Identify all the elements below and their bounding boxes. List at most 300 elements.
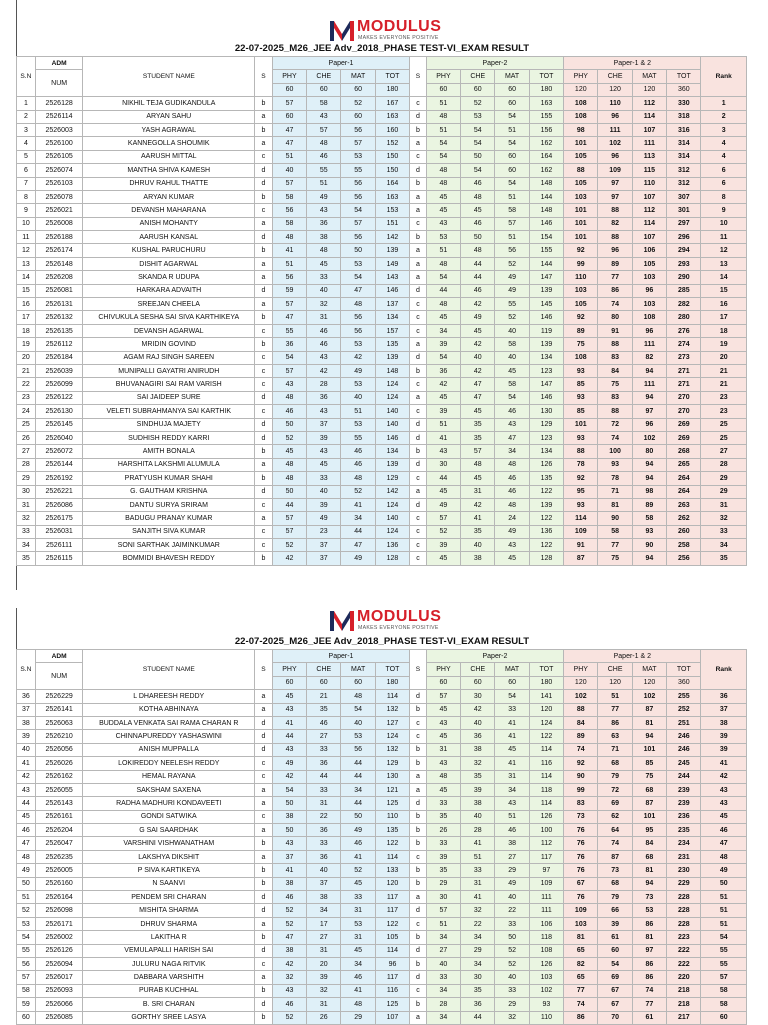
- cell-p12-phy: 93: [564, 431, 598, 444]
- cell-set1: b: [255, 244, 273, 257]
- p1-che-header: CHE: [307, 70, 341, 83]
- cell-p1-tot: 124: [375, 378, 409, 391]
- table-row: [17, 824, 747, 837]
- cell-p12-phy: 92: [564, 472, 598, 485]
- cell-student-name: DHRUV SHARMA: [83, 917, 255, 930]
- cell-p12-phy: 98: [564, 123, 598, 136]
- cell-p2-tot: 141: [529, 690, 563, 703]
- cell-p12-tot: 293: [667, 257, 701, 270]
- col-s2-header: S: [410, 650, 427, 690]
- cell-p2-phy: 34: [426, 324, 460, 337]
- cell-p2-che: 33: [461, 864, 495, 877]
- cell-p2-mat: 45: [495, 552, 529, 565]
- cell-rank: 4: [701, 137, 747, 150]
- cell-p2-tot: 139: [529, 338, 563, 351]
- cell-sn: 56: [17, 957, 36, 970]
- cell-adm-num: 2526188: [35, 231, 83, 244]
- table-row: [17, 311, 747, 324]
- cell-p1-mat: 56: [341, 177, 375, 190]
- cell-p2-phy: 33: [426, 837, 460, 850]
- cell-p1-mat: 56: [341, 190, 375, 203]
- cell-p12-mat: 94: [632, 458, 666, 471]
- cell-p12-tot: 251: [667, 716, 701, 729]
- cell-p2-mat: 57: [495, 217, 529, 230]
- cell-set2: a: [410, 338, 427, 351]
- cell-sn: 41: [17, 757, 36, 770]
- cell-p1-mat: 44: [341, 757, 375, 770]
- cell-student-name: KUSHAL PARUCHURU: [83, 244, 255, 257]
- cell-p1-che: 48: [307, 137, 341, 150]
- cell-set2: b: [410, 998, 427, 1011]
- cell-p12-phy: 105: [564, 150, 598, 163]
- col-rank-header: Rank: [701, 57, 747, 97]
- cell-p1-che: 17: [307, 917, 341, 930]
- table-row: [17, 445, 747, 458]
- cell-p2-phy: 54: [426, 351, 460, 364]
- cell-set2: a: [410, 1011, 427, 1024]
- cell-p12-tot: 312: [667, 164, 701, 177]
- cell-p1-phy: 43: [272, 703, 306, 716]
- cell-p12-mat: 106: [632, 244, 666, 257]
- cell-p1-tot: 127: [375, 716, 409, 729]
- cell-p1-phy: 43: [272, 837, 306, 850]
- result-sheet-2: [0, 608, 768, 1024]
- cell-p1-mat: 53: [341, 378, 375, 391]
- cell-p2-tot: 162: [529, 137, 563, 150]
- cell-sn: 46: [17, 824, 36, 837]
- cell-p2-mat: 52: [495, 311, 529, 324]
- table-row: [17, 944, 747, 957]
- cell-p1-che: 43: [307, 204, 341, 217]
- cell-p12-che: 69: [598, 797, 632, 810]
- cell-adm-num: 2526114: [35, 110, 83, 123]
- cell-p2-tot: 93: [529, 998, 563, 1011]
- table-row: [17, 458, 747, 471]
- table-row: [17, 891, 747, 904]
- cell-sn: 59: [17, 998, 36, 1011]
- cell-p1-tot: 114: [375, 944, 409, 957]
- cell-p2-mat: 41: [495, 757, 529, 770]
- cell-p2-che: 42: [461, 298, 495, 311]
- cell-p1-mat: 44: [341, 770, 375, 783]
- cell-p12-tot: 231: [667, 850, 701, 863]
- cell-set2: c: [410, 539, 427, 552]
- cell-p2-mat: 43: [495, 539, 529, 552]
- cell-p12-phy: 101: [564, 204, 598, 217]
- cell-sn: 4: [17, 137, 36, 150]
- cell-adm-num: 2526128: [35, 97, 83, 110]
- cell-p2-phy: 49: [426, 498, 460, 511]
- cell-p1-che: 31: [307, 998, 341, 1011]
- cell-p2-tot: 147: [529, 378, 563, 391]
- cell-p2-tot: 130: [529, 405, 563, 418]
- cell-adm-num: 2526192: [35, 472, 83, 485]
- cell-p2-tot: 122: [529, 539, 563, 552]
- cell-student-name: SAI JAIDEEP SURE: [83, 391, 255, 404]
- cell-p1-mat: 41: [341, 850, 375, 863]
- cell-p1-tot: 163: [375, 190, 409, 203]
- cell-p12-tot: 260: [667, 525, 701, 538]
- table-row: [17, 1011, 747, 1024]
- p1-che-max: 60: [307, 83, 341, 96]
- cell-p12-che: 86: [598, 716, 632, 729]
- p2-che-max: 60: [461, 676, 495, 689]
- cell-p2-tot: 126: [529, 957, 563, 970]
- cell-p1-che: 35: [307, 703, 341, 716]
- cell-p2-mat: 51: [495, 123, 529, 136]
- cell-p1-tot: 114: [375, 690, 409, 703]
- cell-p12-phy: 76: [564, 837, 598, 850]
- cell-p1-che: 40: [307, 284, 341, 297]
- cell-p12-che: 96: [598, 150, 632, 163]
- cell-p1-mat: 53: [341, 338, 375, 351]
- cell-p1-phy: 51: [272, 150, 306, 163]
- cell-adm-num: 2526221: [35, 485, 83, 498]
- cell-p1-mat: 44: [341, 525, 375, 538]
- cell-p1-tot: 164: [375, 177, 409, 190]
- cell-p2-che: 50: [461, 150, 495, 163]
- cell-p12-phy: 91: [564, 539, 598, 552]
- cell-student-name: VEMULAPALLI HARISH SAI: [83, 944, 255, 957]
- cell-p1-mat: 54: [341, 204, 375, 217]
- cell-set1: d: [255, 716, 273, 729]
- cell-p2-phy: 51: [426, 917, 460, 930]
- cell-set1: c: [255, 539, 273, 552]
- cell-sn: 50: [17, 877, 36, 890]
- cell-rank: 11: [701, 231, 747, 244]
- p12-phy-header: PHY: [564, 663, 598, 676]
- cell-p1-phy: 46: [272, 891, 306, 904]
- cell-student-name: ANISH MUPPALLA: [83, 743, 255, 756]
- cell-p12-che: 61: [598, 931, 632, 944]
- cell-p12-tot: 265: [667, 458, 701, 471]
- cell-set1: b: [255, 97, 273, 110]
- cell-p12-che: 72: [598, 418, 632, 431]
- p1-tot-header: TOT: [375, 70, 409, 83]
- p1-phy-header: PHY: [272, 663, 306, 676]
- cell-p12-tot: 290: [667, 271, 701, 284]
- cell-rank: 25: [701, 418, 747, 431]
- p1-mat-max: 60: [341, 83, 375, 96]
- cell-p12-mat: 81: [632, 716, 666, 729]
- cell-p1-tot: 117: [375, 891, 409, 904]
- cell-p1-che: 43: [307, 351, 341, 364]
- cell-p1-mat: 41: [341, 498, 375, 511]
- p1-phy-header: PHY: [272, 70, 306, 83]
- cell-p1-phy: 57: [272, 525, 306, 538]
- cell-set2: c: [410, 324, 427, 337]
- cell-set1: d: [255, 998, 273, 1011]
- cell-p2-tot: 135: [529, 472, 563, 485]
- cell-p2-tot: 148: [529, 204, 563, 217]
- cell-p12-che: 79: [598, 891, 632, 904]
- cell-p12-tot: 245: [667, 757, 701, 770]
- cell-p1-tot: 117: [375, 904, 409, 917]
- cell-set1: d: [255, 730, 273, 743]
- cell-p2-mat: 41: [495, 716, 529, 729]
- cell-p1-phy: 49: [272, 757, 306, 770]
- cell-p1-che: 20: [307, 957, 341, 970]
- cell-student-name: ARYAN KUMAR: [83, 190, 255, 203]
- cell-p12-phy: 92: [564, 244, 598, 257]
- cell-rank: 13: [701, 257, 747, 270]
- cell-p12-che: 68: [598, 757, 632, 770]
- cell-set1: d: [255, 418, 273, 431]
- cell-set2: d: [410, 164, 427, 177]
- p2-tot-max: 180: [529, 676, 563, 689]
- cell-sn: 49: [17, 864, 36, 877]
- cell-student-name: LAKITHA R: [83, 931, 255, 944]
- cell-adm-num: 2526105: [35, 150, 83, 163]
- cell-p1-tot: 139: [375, 351, 409, 364]
- cell-p12-mat: 115: [632, 164, 666, 177]
- cell-p1-mat: 54: [341, 703, 375, 716]
- cell-p2-mat: 54: [495, 137, 529, 150]
- cell-sn: 22: [17, 378, 36, 391]
- cell-student-name: LAKSHYA DIKSHIT: [83, 850, 255, 863]
- paper2-header: Paper-2: [426, 57, 563, 70]
- cell-sn: 42: [17, 770, 36, 783]
- cell-p12-phy: 109: [564, 904, 598, 917]
- cell-p2-mat: 22: [495, 904, 529, 917]
- cell-adm-num: 2526164: [35, 891, 83, 904]
- cell-rank: 41: [701, 757, 747, 770]
- cell-p1-mat: 53: [341, 150, 375, 163]
- cell-p1-tot: 157: [375, 324, 409, 337]
- cell-set1: b: [255, 837, 273, 850]
- cell-p1-tot: 122: [375, 917, 409, 930]
- cell-p2-tot: 122: [529, 512, 563, 525]
- cell-p12-che: 63: [598, 730, 632, 743]
- cell-student-name: ARYAN SAHU: [83, 110, 255, 123]
- brand-header: [0, 608, 768, 638]
- cell-sn: 54: [17, 931, 36, 944]
- cell-adm-num: 2526093: [35, 984, 83, 997]
- cell-set2: b: [410, 743, 427, 756]
- cell-p12-che: 64: [598, 824, 632, 837]
- cell-p12-mat: 86: [632, 971, 666, 984]
- cell-set2: b: [410, 810, 427, 823]
- table-row: [17, 364, 747, 377]
- cell-rank: 8: [701, 190, 747, 203]
- cell-adm-num: 2526074: [35, 164, 83, 177]
- cell-rank: 48: [701, 850, 747, 863]
- cell-p2-che: 51: [461, 850, 495, 863]
- table-row: [17, 998, 747, 1011]
- cell-rank: 54: [701, 931, 747, 944]
- cell-student-name: LOKIREDDY NEELESH REDDY: [83, 757, 255, 770]
- cell-p12-phy: 93: [564, 391, 598, 404]
- cell-p2-tot: 112: [529, 837, 563, 850]
- cell-p12-tot: 301: [667, 204, 701, 217]
- cell-p1-phy: 38: [272, 810, 306, 823]
- cell-set1: b: [255, 338, 273, 351]
- cell-p1-che: 22: [307, 810, 341, 823]
- cell-set2: a: [410, 257, 427, 270]
- cell-rank: 57: [701, 971, 747, 984]
- cell-set1: b: [255, 864, 273, 877]
- cell-student-name: SREEJAN CHEELA: [83, 298, 255, 311]
- cell-rank: 51: [701, 891, 747, 904]
- cell-sn: 45: [17, 810, 36, 823]
- table-row: [17, 110, 747, 123]
- cell-p12-mat: 107: [632, 190, 666, 203]
- cell-set1: a: [255, 971, 273, 984]
- table-row: [17, 123, 747, 136]
- cell-p12-phy: 89: [564, 730, 598, 743]
- cell-p2-tot: 145: [529, 298, 563, 311]
- cell-p2-che: 48: [461, 190, 495, 203]
- table-row: [17, 338, 747, 351]
- cell-p12-mat: 101: [632, 810, 666, 823]
- cell-sn: 52: [17, 904, 36, 917]
- cell-p12-che: 80: [598, 311, 632, 324]
- p2-che-header: CHE: [461, 663, 495, 676]
- cell-sn: 60: [17, 1011, 36, 1024]
- table-row: [17, 431, 747, 444]
- cell-p12-tot: 255: [667, 690, 701, 703]
- cell-p2-mat: 49: [495, 271, 529, 284]
- cell-p12-mat: 68: [632, 783, 666, 796]
- cell-p2-che: 54: [461, 164, 495, 177]
- cell-adm-num: 2526174: [35, 244, 83, 257]
- cell-set1: a: [255, 797, 273, 810]
- cell-rank: 51: [701, 904, 747, 917]
- cell-p2-tot: 156: [529, 123, 563, 136]
- cell-p12-tot: 236: [667, 810, 701, 823]
- cell-p1-tot: 134: [375, 445, 409, 458]
- cell-adm-num: 2526184: [35, 351, 83, 364]
- cell-p1-tot: 136: [375, 539, 409, 552]
- cell-p1-tot: 160: [375, 123, 409, 136]
- cell-p2-che: 42: [461, 338, 495, 351]
- cell-p12-che: 74: [598, 298, 632, 311]
- cell-p2-mat: 51: [495, 190, 529, 203]
- cell-adm-num: 2526100: [35, 137, 83, 150]
- cell-p12-mat: 102: [632, 690, 666, 703]
- cell-student-name: KOTHA ABHINAYA: [83, 703, 255, 716]
- cell-p1-phy: 42: [272, 957, 306, 970]
- cell-p12-che: 82: [598, 217, 632, 230]
- cell-set1: a: [255, 917, 273, 930]
- cell-p2-phy: 43: [426, 217, 460, 230]
- cell-p1-phy: 50: [272, 797, 306, 810]
- cell-p12-phy: 73: [564, 810, 598, 823]
- cell-p1-che: 33: [307, 837, 341, 850]
- cell-p1-mat: 54: [341, 271, 375, 284]
- cell-p12-phy: 93: [564, 498, 598, 511]
- cell-rank: 18: [701, 324, 747, 337]
- cell-p2-phy: 45: [426, 204, 460, 217]
- cell-p2-phy: 45: [426, 485, 460, 498]
- cell-rank: 51: [701, 917, 747, 930]
- cell-p1-phy: 43: [272, 378, 306, 391]
- cell-p2-mat: 29: [495, 998, 529, 1011]
- cell-set2: c: [410, 217, 427, 230]
- cell-set1: a: [255, 824, 273, 837]
- cell-p2-che: 45: [461, 472, 495, 485]
- cell-student-name: SONI SARTHAK JAIMINKUMAR: [83, 539, 255, 552]
- cell-p12-mat: 86: [632, 957, 666, 970]
- cell-p1-tot: 124: [375, 391, 409, 404]
- cell-student-name: AARUSH KANSAL: [83, 231, 255, 244]
- cell-sn: 21: [17, 364, 36, 377]
- cell-p12-che: 111: [598, 123, 632, 136]
- cell-set2: c: [410, 850, 427, 863]
- cell-sn: 1: [17, 97, 36, 110]
- cell-p2-mat: 51: [495, 231, 529, 244]
- cell-rank: 58: [701, 998, 747, 1011]
- cell-p2-phy: 48: [426, 177, 460, 190]
- cell-student-name: BOMMIDI BHAVESH REDDY: [83, 552, 255, 565]
- cell-rank: 2: [701, 110, 747, 123]
- cell-set2: d: [410, 690, 427, 703]
- cell-p12-mat: 94: [632, 472, 666, 485]
- cell-p1-mat: 56: [341, 231, 375, 244]
- cell-set1: c: [255, 150, 273, 163]
- cell-p2-che: 53: [461, 110, 495, 123]
- p2-tot-header: TOT: [529, 663, 563, 676]
- cell-p12-mat: 61: [632, 1011, 666, 1024]
- cell-adm-num: 2526143: [35, 797, 83, 810]
- cell-p2-che: 47: [461, 378, 495, 391]
- cell-p12-mat: 107: [632, 123, 666, 136]
- cell-p2-tot: 122: [529, 485, 563, 498]
- cell-p12-mat: 58: [632, 512, 666, 525]
- table-row: [17, 904, 747, 917]
- cell-p12-mat: 94: [632, 730, 666, 743]
- cell-p12-tot: 258: [667, 539, 701, 552]
- cell-set1: c: [255, 405, 273, 418]
- cell-set2: b: [410, 445, 427, 458]
- cell-p1-mat: 42: [341, 351, 375, 364]
- cell-p2-phy: 53: [426, 231, 460, 244]
- cell-p2-che: 34: [461, 957, 495, 970]
- cell-p12-che: 72: [598, 783, 632, 796]
- cell-p2-tot: 134: [529, 445, 563, 458]
- cell-p1-che: 31: [307, 311, 341, 324]
- cell-p1-phy: 55: [272, 324, 306, 337]
- cell-p2-tot: 162: [529, 164, 563, 177]
- cell-p1-tot: 135: [375, 338, 409, 351]
- cell-p12-che: 62: [598, 810, 632, 823]
- cell-p2-tot: 154: [529, 231, 563, 244]
- cell-sn: 44: [17, 797, 36, 810]
- cell-p12-che: 78: [598, 472, 632, 485]
- cell-p12-mat: 96: [632, 418, 666, 431]
- cell-p1-tot: 139: [375, 244, 409, 257]
- cell-p12-mat: 89: [632, 498, 666, 511]
- cell-p1-phy: 47: [272, 311, 306, 324]
- cell-p1-che: 39: [307, 971, 341, 984]
- cell-p12-tot: 271: [667, 378, 701, 391]
- cell-p1-tot: 135: [375, 824, 409, 837]
- cell-p1-tot: 124: [375, 498, 409, 511]
- cell-p1-phy: 46: [272, 998, 306, 1011]
- cell-sn: 9: [17, 204, 36, 217]
- cell-p12-che: 109: [598, 164, 632, 177]
- cell-p12-tot: 246: [667, 743, 701, 756]
- cell-p2-che: 38: [461, 552, 495, 565]
- cell-p12-phy: 74: [564, 998, 598, 1011]
- cell-p1-phy: 43: [272, 984, 306, 997]
- cell-adm-num: 2526066: [35, 998, 83, 1011]
- cell-p12-che: 110: [598, 97, 632, 110]
- cell-sn: 43: [17, 783, 36, 796]
- cell-student-name: B. SRI CHARAN: [83, 998, 255, 1011]
- cell-p1-mat: 53: [341, 418, 375, 431]
- cell-p1-che: 51: [307, 177, 341, 190]
